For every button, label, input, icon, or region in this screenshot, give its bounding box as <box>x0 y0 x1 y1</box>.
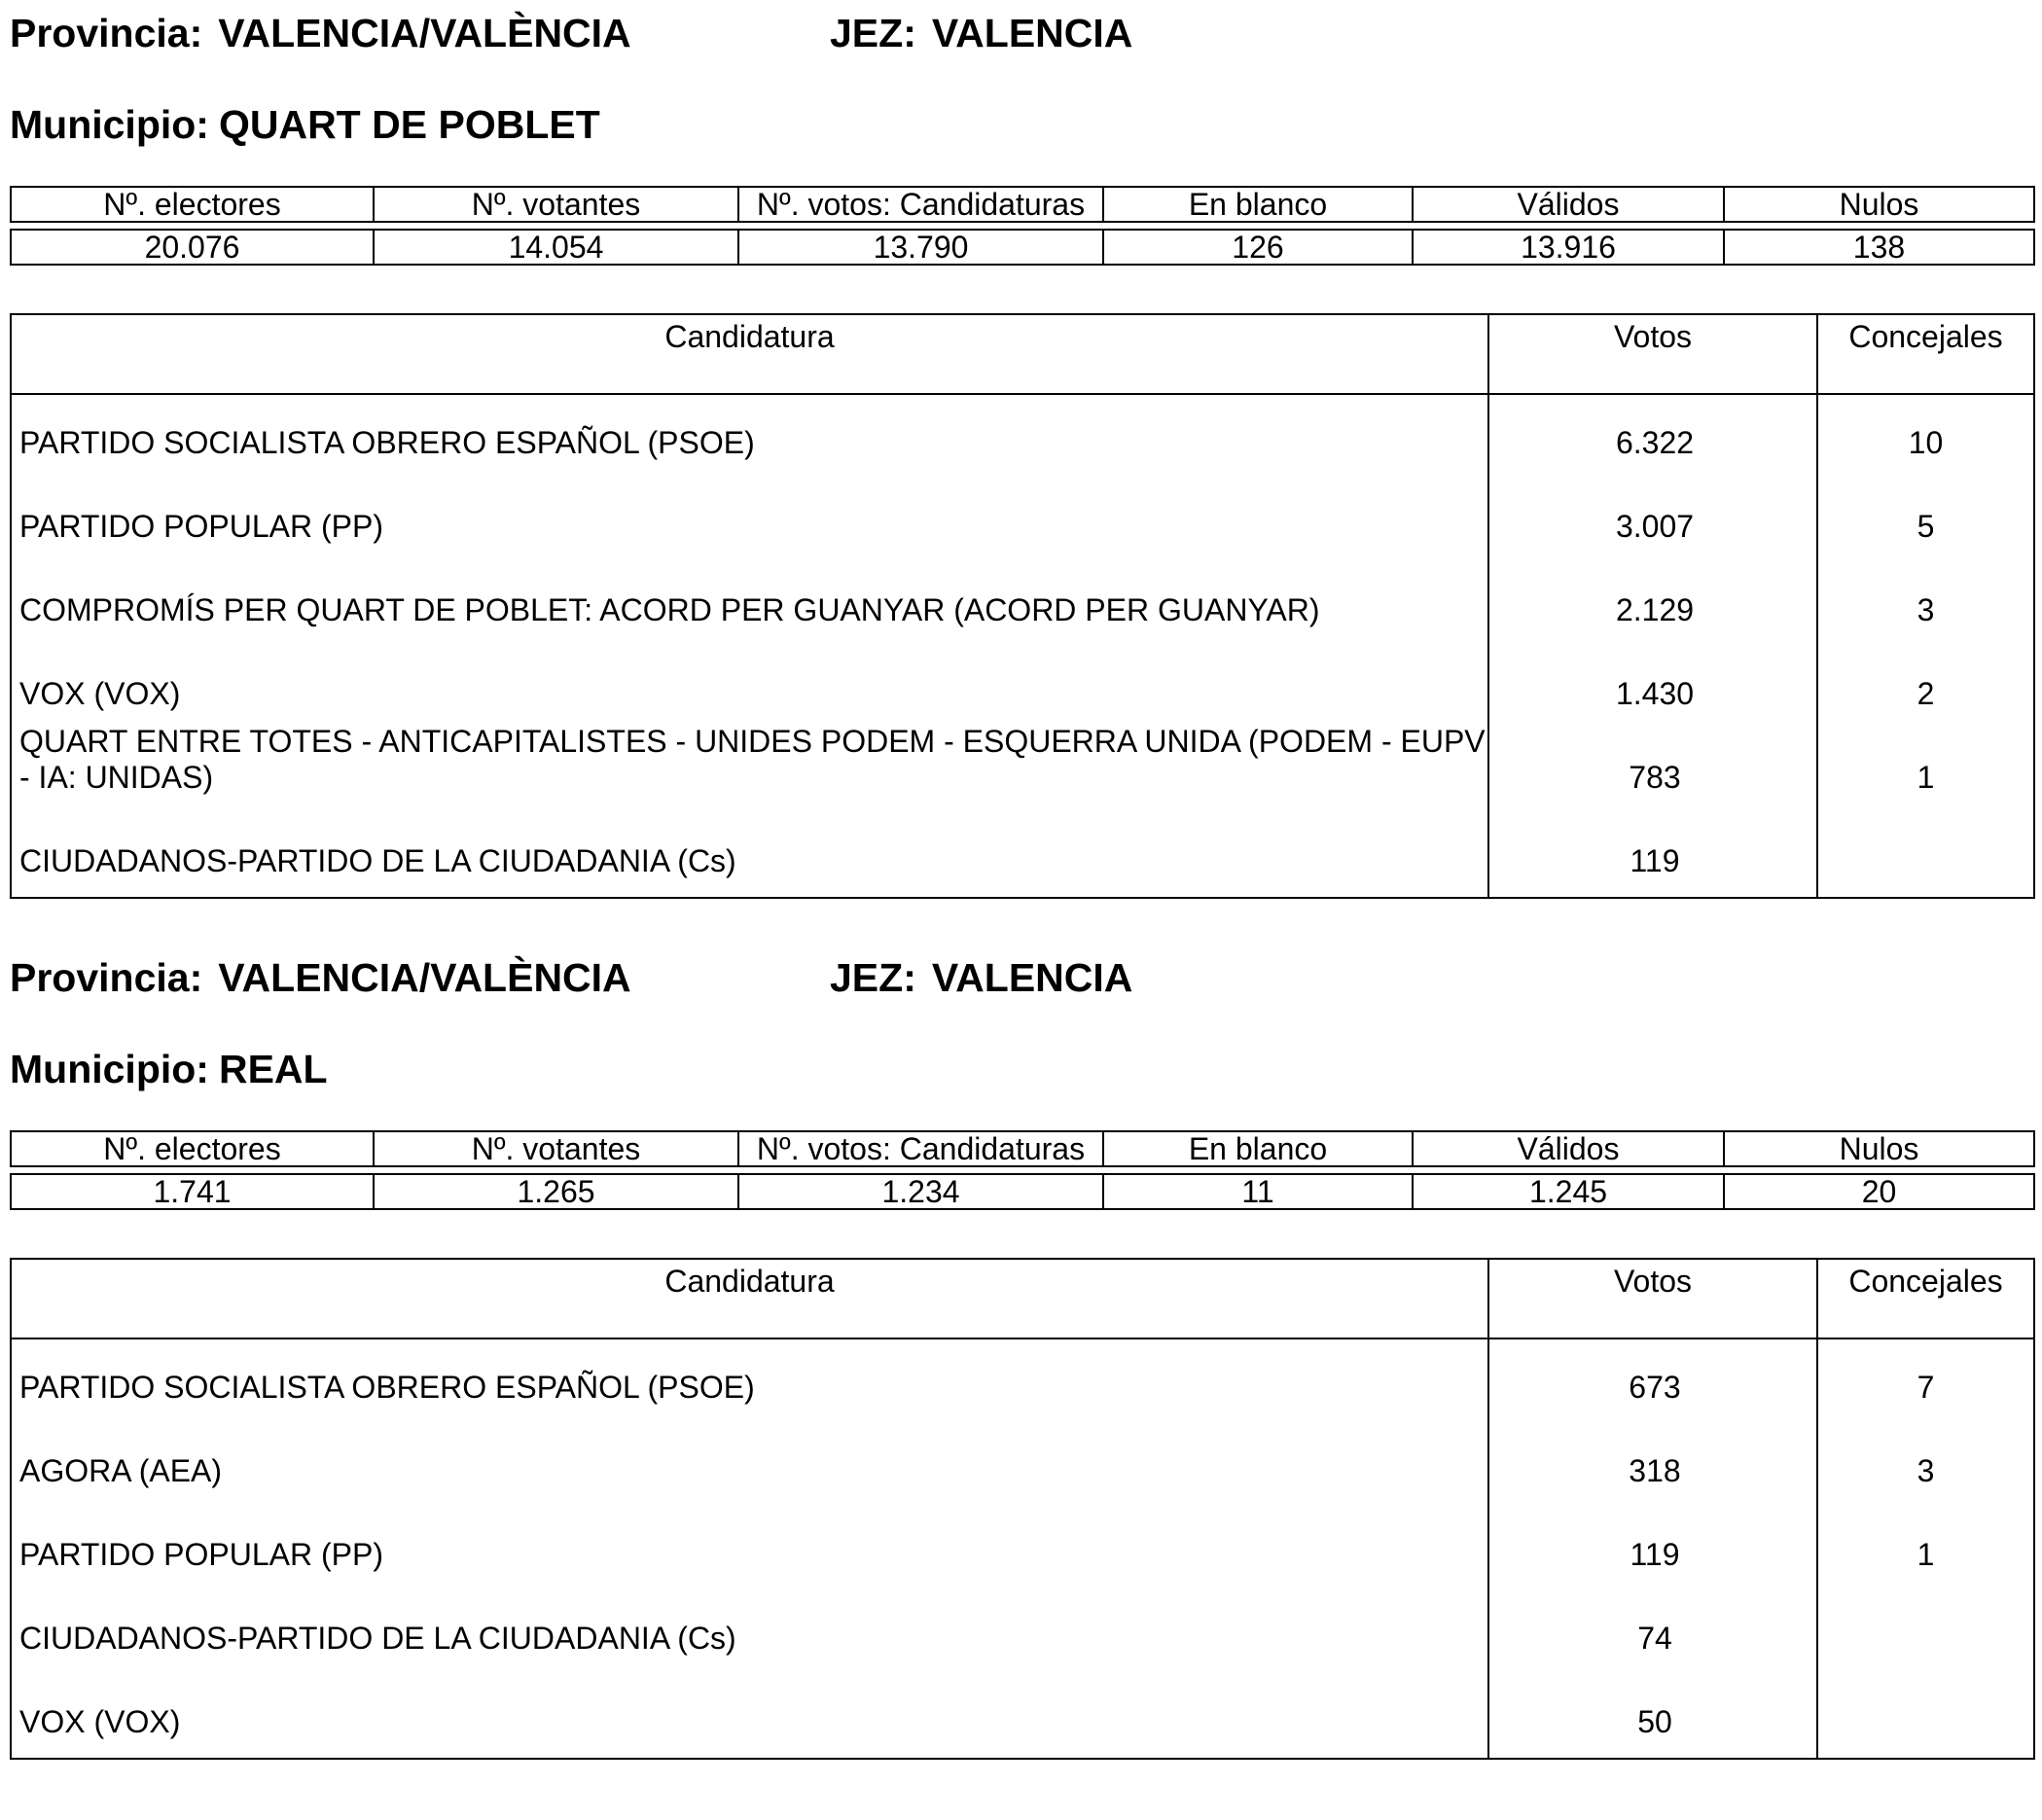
stats-header-cell: Nº. votos: Candidaturas <box>737 186 1104 223</box>
municipio-value: QUART DE POBLET <box>218 102 600 147</box>
votos-cell: 673 <box>1489 1339 1818 1423</box>
votos-cell: 1.430 <box>1489 646 1818 730</box>
stats-value-cell: 126 <box>1102 229 1414 266</box>
votos-cell: 6.322 <box>1489 395 1818 479</box>
candidatura-cell: AGORA (AEA) <box>12 1423 1489 1507</box>
stats-value-cell: 1.245 <box>1412 1173 1725 1210</box>
concejales-cell: 1 <box>1917 760 1935 795</box>
jez-label: JEZ: <box>830 11 916 55</box>
candidatura-cell: PARTIDO SOCIALISTA OBRERO ESPAÑOL (PSOE) <box>12 395 1489 479</box>
stats-header-cell: Nulos <box>1723 186 2035 223</box>
stats-value-cell: 13.916 <box>1412 229 1725 266</box>
provincia-value: VALENCIA/VALÈNCIA <box>218 11 631 55</box>
table-row <box>12 1423 2033 1507</box>
candidatura-cell: QUART ENTRE TOTES - ANTICAPITALISTES - UNIDES PODEM - ESQUERRA UNIDA (PODEM - EUPV - IA: UNIDAS) <box>12 730 1489 813</box>
provincia-label: Provincia: <box>10 11 203 55</box>
table-row <box>12 1507 2033 1590</box>
candidatura-cell: CIUDADANOS-PARTIDO DE LA CIUDADANIA (Cs) <box>12 813 1489 897</box>
stats-value-cell: 1.741 <box>10 1173 375 1210</box>
concejales-cell <box>1818 1674 2033 1758</box>
stats-header-cell: Nº. electores <box>10 186 375 223</box>
candidatura-cell: COMPROMÍS PER QUART DE POBLET: ACORD PER GUANYAR (ACORD PER GUANYAR) <box>12 562 1489 646</box>
table-row <box>12 395 2033 479</box>
stats-value-cell: 20 <box>1723 1173 2035 1210</box>
jez-heading <box>830 11 1133 55</box>
stats-header-cell: Nº. votos: Candidaturas <box>737 1130 1104 1167</box>
table-row <box>12 1339 2033 1423</box>
concejales-cell <box>1818 1590 2033 1674</box>
stats-value-cell: 11 <box>1102 1173 1414 1210</box>
stats-header-cell: En blanco <box>1102 186 1414 223</box>
stats-header-row <box>10 186 2035 223</box>
table-row <box>12 724 2033 813</box>
stats-value-row <box>10 1173 2035 1210</box>
stats-header-row <box>10 1130 2035 1167</box>
table-row <box>12 1674 2033 1758</box>
concejales-cell: 2 <box>1917 676 1935 711</box>
table-row <box>12 1590 2033 1674</box>
votos-cell: 3.007 <box>1489 479 1818 562</box>
municipio-label: Municipio: <box>10 1047 209 1091</box>
table-row <box>12 813 2033 897</box>
votos-cell: 2.129 <box>1489 562 1818 646</box>
candidatura-header: Candidatura <box>12 315 1489 393</box>
jez-label: JEZ: <box>830 955 916 1000</box>
concejales-cell <box>1818 813 2033 897</box>
stats-value-cell: 1.234 <box>737 1173 1104 1210</box>
stats-value-cell: 1.265 <box>373 1173 739 1210</box>
votos-header: Votos <box>1489 315 1818 393</box>
jez-value: VALENCIA <box>931 955 1133 1000</box>
votos-cell: 119 <box>1489 813 1818 897</box>
stats-value-cell: 20.076 <box>10 229 375 266</box>
concejales-cell: 3 <box>1917 592 1935 627</box>
results-table <box>10 1258 2035 1760</box>
stats-header-cell: Nulos <box>1723 1130 2035 1167</box>
stats-header-cell: Nº. votantes <box>373 186 739 223</box>
municipio-heading <box>10 102 600 147</box>
concejales-cell: 7 <box>1917 1370 1935 1405</box>
candidatura-cell: VOX (VOX) <box>12 646 1489 730</box>
stats-header-cell: En blanco <box>1102 1130 1414 1167</box>
concejales-cell: 10 <box>1908 425 1944 460</box>
concejales-header: Concejales <box>1848 319 2003 354</box>
results-header-row <box>12 1260 2033 1339</box>
table-row <box>12 646 2033 730</box>
concejales-cell: 5 <box>1917 509 1935 544</box>
candidatura-header: Candidatura <box>12 1260 1489 1338</box>
candidatura-cell: PARTIDO SOCIALISTA OBRERO ESPAÑOL (PSOE) <box>12 1339 1489 1423</box>
stats-value-cell: 13.790 <box>737 229 1104 266</box>
votos-header: Votos <box>1489 1260 1818 1338</box>
concejales-cell: 1 <box>1917 1537 1935 1572</box>
votos-cell: 783 <box>1489 730 1818 813</box>
stats-value-cell: 14.054 <box>373 229 739 266</box>
results-table <box>10 313 2035 899</box>
table-row <box>12 479 2033 562</box>
votos-cell: 74 <box>1489 1590 1818 1674</box>
provincia-heading <box>10 11 631 55</box>
jez-value: VALENCIA <box>931 11 1133 55</box>
municipio-section-quart <box>0 0 2042 878</box>
votos-cell: 50 <box>1489 1674 1818 1758</box>
jez-heading <box>830 955 1133 1000</box>
stats-value-cell: 138 <box>1723 229 2035 266</box>
stats-value-row <box>10 229 2035 266</box>
municipio-value: REAL <box>218 1047 328 1091</box>
votos-cell: 318 <box>1489 1423 1818 1507</box>
provincia-label: Provincia: <box>10 955 203 1000</box>
provincia-value: VALENCIA/VALÈNCIA <box>218 955 631 1000</box>
stats-header-cell: Nº. votantes <box>373 1130 739 1167</box>
votos-cell: 119 <box>1489 1507 1818 1590</box>
candidatura-cell: CIUDADANOS-PARTIDO DE LA CIUDADANIA (Cs) <box>12 1590 1489 1674</box>
stats-header-cell: Nº. electores <box>10 1130 375 1167</box>
table-row <box>12 562 2033 646</box>
municipio-section-real <box>0 945 2042 1820</box>
stats-header-cell: Válidos <box>1412 186 1725 223</box>
stats-header-cell: Válidos <box>1412 1130 1725 1167</box>
municipio-label: Municipio: <box>10 102 209 147</box>
provincia-heading <box>10 955 631 1000</box>
candidatura-cell: PARTIDO POPULAR (PP) <box>12 479 1489 562</box>
municipio-heading <box>10 1047 328 1091</box>
results-header-row <box>12 315 2033 395</box>
concejales-cell: 3 <box>1917 1453 1935 1488</box>
candidatura-cell: VOX (VOX) <box>12 1674 1489 1758</box>
candidatura-cell: PARTIDO POPULAR (PP) <box>12 1507 1489 1590</box>
concejales-header: Concejales <box>1848 1264 2003 1299</box>
